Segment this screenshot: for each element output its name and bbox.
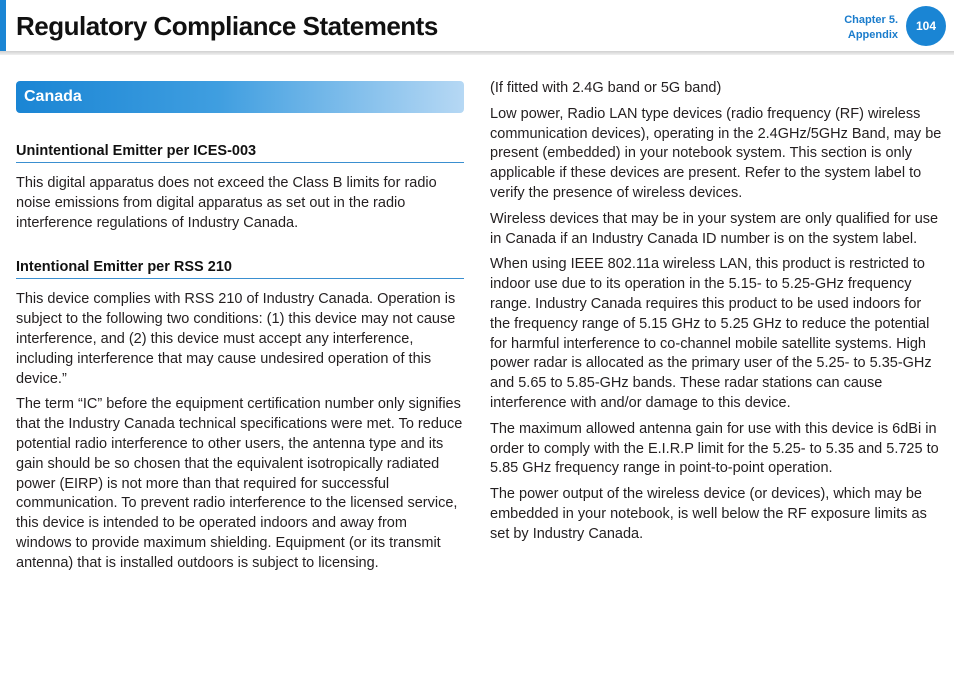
paragraph-wireless-qualification: Wireless devices that may be in your system are only qualified for use in Canada if an Industry Canada ID number is on the system label. — [490, 210, 939, 247]
heading-ices-003: Unintentional Emitter per ICES-003 — [16, 143, 464, 163]
paragraph-band-note: (If fitted with 2.4G band or 5G band) — [490, 80, 722, 96]
paragraph-ices-003: This digital apparatus does not exceed the Class B limits for radio noise emissions from digital apparatus as set out in the radio interference regulations of Industry Canada. — [16, 175, 437, 231]
paragraph-low-power-radio-lan: Low power, Radio LAN type devices (radio frequency (RF) wireless communication devices), operating in the 2.4GHz/5GHz Band, may be present (embedded) in your notebook system. This section is only applicable if these devices are present. Refer to the system label to verify the presence of wireless devices. — [490, 105, 942, 201]
page-number-badge: 104 — [906, 6, 946, 46]
chapter-name: Appendix — [847, 29, 898, 41]
chapter-number: Chapter 5. — [844, 14, 898, 26]
heading-rss-210: Intentional Emitter per RSS 210 — [16, 259, 464, 279]
section-title-canada: Canada — [16, 81, 464, 113]
left-column — [16, 81, 464, 574]
paragraph-power-output: The power output of the wireless device (or devices), which may be embedded in your notebook, is well below the RF exposure limits as set by Industry Canada. — [490, 486, 927, 542]
paragraph-antenna-gain: The maximum allowed antenna gain for use with this device is 6dBi in order to comply with the E.I.R.P limit for the 5.25- to 5.35 and 5.725 to 5.85 GHz frequency range in point-to-point operation. — [490, 420, 939, 477]
paragraph-ic-term: The term “IC” before the equipment certification number only signifies that the Industry Canada technical specifications were met. To reduce potential radio interference to other users, the antenna type and its gain should be so chosen that the equivalent isotropically radiated power (EIRP) is not more than that required for successful communication. To prevent radio interference to the licensed service, this device is intended to be operated indoors and away from windows to provide maximum shielding. Equipment (or its transmit antenna) that is installed outdoors is subject to licensing. — [16, 396, 463, 571]
paragraph-ieee-802-11a: When using IEEE 802.11a wireless LAN, this product is restricted to indoor use due to its operation in the 5.15- to 5.25-GHz frequency range. Industry Canada requires this product to be used indoors for the frequency range of 5.15 GHz to 5.25 GHz to reduce the potential for harmful interference to co-channel mobile satellite systems. High power radar is allocated as the primary user of the 5.25- to 5.35-GHz and 5.65 to 5.85-GHz bands. These radar stations can cause interference with and/or damage to this device. — [490, 256, 932, 411]
paragraph-rss-210-conditions: This device complies with RSS 210 of Industry Canada. Operation is subject to the following two conditions: (1) this device may not cause interference, and (2) this device must accept any interference, including interference that may cause undesired operation of this device.” — [16, 291, 456, 387]
chapter-label — [844, 13, 898, 43]
header-accent-bar — [0, 0, 6, 52]
page-title: Regulatory Compliance Statements — [16, 11, 438, 41]
right-column — [490, 79, 942, 545]
header-divider — [0, 51, 954, 55]
